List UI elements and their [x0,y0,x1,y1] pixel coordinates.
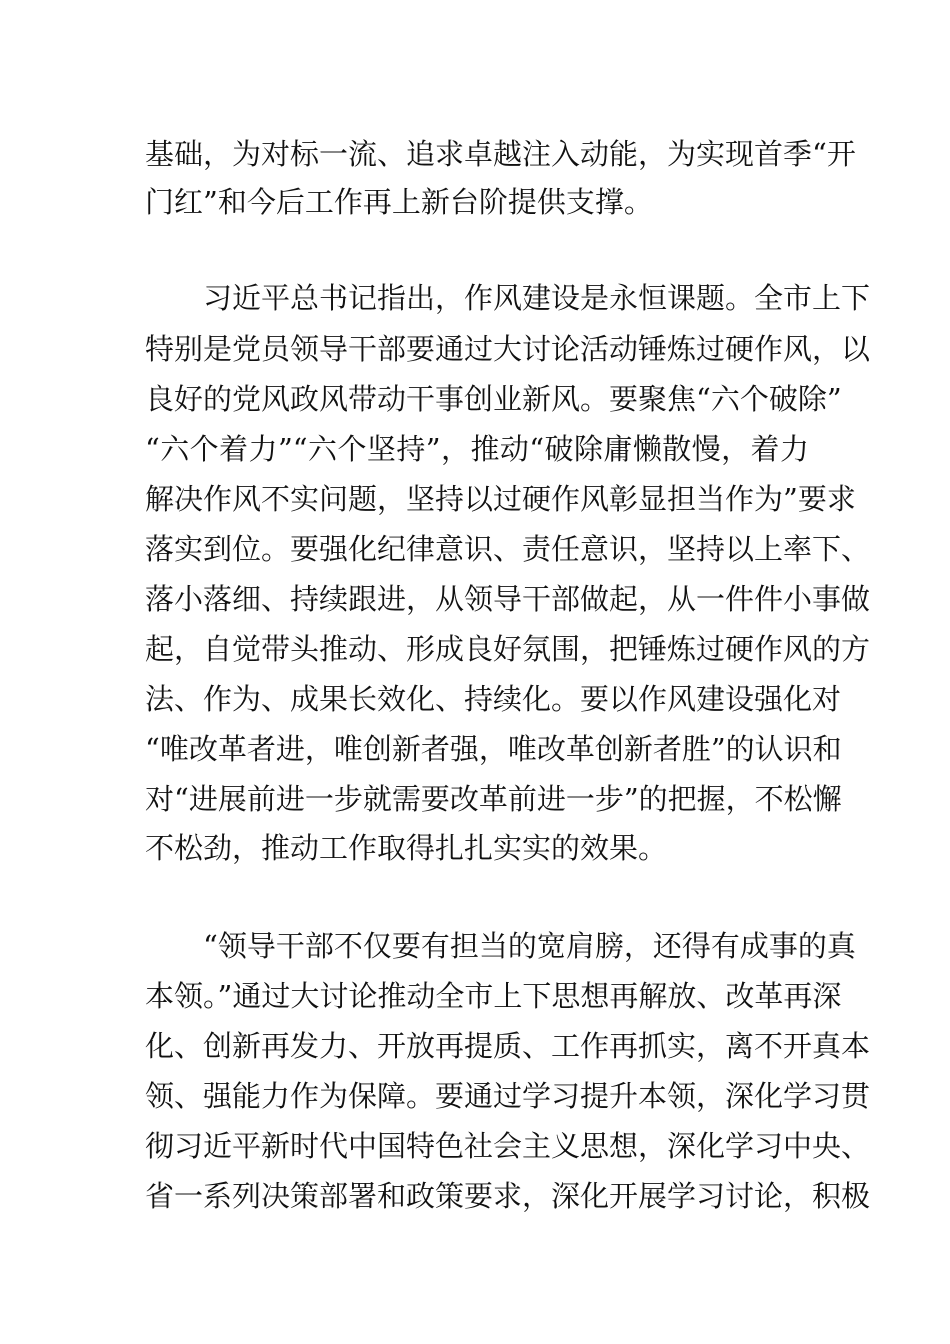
paragraph-2-line-3: 良好的党风政风带动干事创业新风。要聚焦“六个破除” [145,382,842,416]
paragraph-2-line-6: 落实到位。要强化纪律意识、责任意识，坚持以上率下、 [145,532,871,566]
paragraph-1-line-1: 基础，为对标一流、追求卓越注入动能，为实现首季“开 [145,137,856,171]
paragraph-1-line-2: 门红”和今后工作再上新台阶提供支撑。 [145,185,653,219]
paragraph-3-line-3: 化、创新再发力、开放再提质、工作再抓实，离不开真本 [145,1029,871,1063]
paragraph-3-line-1: “领导干部不仅要有担当的宽肩膀，还得有成事的真 [203,929,856,963]
paragraph-2-line-1: 习近平总书记指出，作风建设是永恒课题。全市上下 [203,281,871,315]
paragraph-2-line-11: 对“进展前进一步就需要改革前进一步”的把握，不松懈 [145,782,842,816]
paragraph-2-line-9: 法、作为、成果长效化、持续化。要以作风建设强化对 [145,682,842,716]
paragraph-2-line-7: 落小落细、持续跟进，从领导干部做起，从一件件小事做 [145,582,871,616]
paragraph-2-line-2: 特别是党员领导干部要通过大讨论活动锤炼过硬作风，以 [145,332,871,366]
paragraph-3-line-4: 领、强能力作为保障。要通过学习提升本领，深化学习贯 [145,1079,871,1113]
paragraph-3-line-6: 省一系列决策部署和政策要求，深化开展学习讨论，积极 [145,1179,871,1213]
paragraph-2-line-5: 解决作风不实问题，坚持以过硬作风彰显担当作为”要求 [145,482,856,516]
paragraph-2-line-4: “六个着力”“六个坚持”，推动“破除庸懒散慢，着力 [145,432,809,466]
paragraph-2-line-12: 不松劲，推动工作取得扎扎实实的效果。 [145,831,668,865]
paragraph-3-line-5: 彻习近平新时代中国特色社会主义思想，深化学习中央、 [145,1129,871,1163]
paragraph-2-line-10: “唯改革者进，唯创新者强，唯改革创新者胜”的认识和 [145,732,842,766]
paragraph-3-line-2: 本领。”通过大讨论推动全市上下思想再解放、改革再深 [145,979,842,1013]
paragraph-2-line-8: 起，自觉带头推动、形成良好氛围，把锤炼过硬作风的方 [145,632,871,666]
